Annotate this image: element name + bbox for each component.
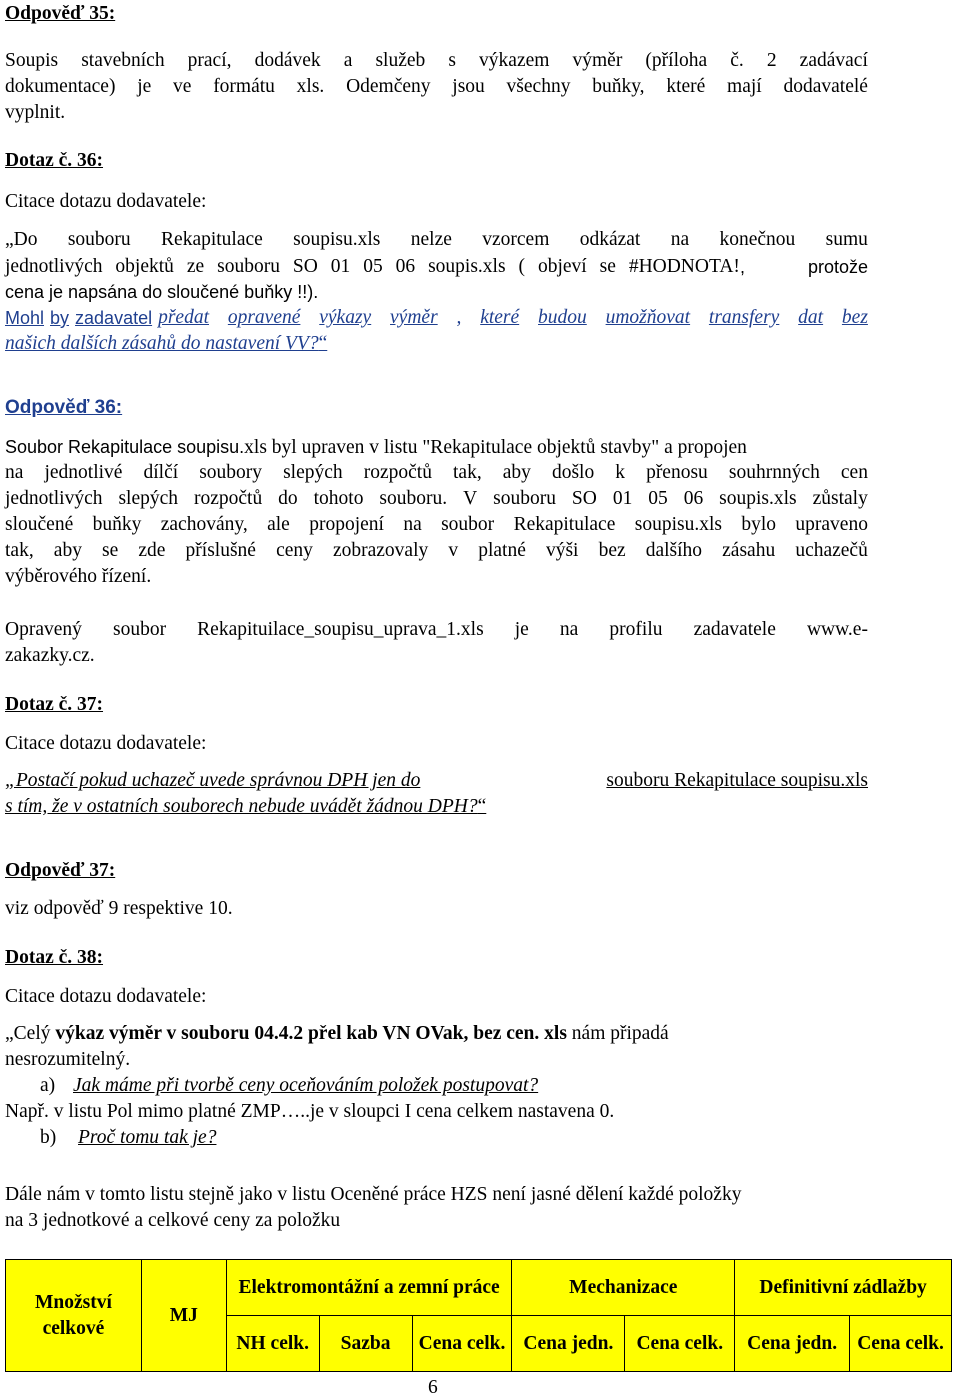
word: všechny <box>506 76 571 97</box>
question-36-line-5-text: našich dalších zásahů do nastavení VV? <box>5 333 319 354</box>
word: zásahu <box>722 540 776 561</box>
word: Odemčeny <box>346 76 431 97</box>
word: opravené <box>227 307 301 328</box>
word: slepých <box>118 488 179 509</box>
word: nelze <box>410 229 452 250</box>
word: stavebních <box>81 50 165 71</box>
answer-36-file-line-1 <box>5 617 868 643</box>
question-36-line-4-start <box>5 305 152 331</box>
table-header-paving: Definitivní zádlažby <box>735 1260 952 1316</box>
word: na <box>5 462 24 483</box>
question-38-paragraph-2-line-2: na 3 jednotkové a celkové ceny za položku <box>5 1210 341 1231</box>
question-36-line-4-end <box>158 305 868 331</box>
word: souboru. <box>379 488 448 509</box>
question-37-line-1 <box>5 768 868 794</box>
word: tak, <box>453 462 482 483</box>
table-header-electro: Elektromontážní a zemní práce <box>226 1260 512 1316</box>
question-36-line-2 <box>5 254 868 280</box>
word: Rekapitulace <box>161 229 263 250</box>
question-38-item-b-text: Proč tomu tak je? <box>78 1127 217 1148</box>
word: ( <box>518 256 525 277</box>
word: sloučené <box>5 514 74 535</box>
word: se <box>102 540 119 561</box>
word: www.e- <box>806 619 868 640</box>
table-subheader-nh-total: NH celk. <box>226 1316 319 1372</box>
word: zůstaly <box>812 488 868 509</box>
word: ale <box>267 514 290 535</box>
table-subheader-paving-unit: Cena jedn. <box>735 1316 850 1372</box>
word: V <box>463 488 478 509</box>
question-36-line-2-comma: , <box>740 257 746 277</box>
table-header-unit: MJ <box>141 1260 226 1372</box>
word: #HODNOTA! <box>628 256 740 277</box>
word: Opravený <box>5 619 82 640</box>
word: prací, <box>187 50 232 71</box>
word: dodávek <box>254 50 321 71</box>
word: dílčí <box>143 462 179 483</box>
word: 05 <box>648 488 668 509</box>
word: a <box>343 50 353 71</box>
word: Soupis <box>5 50 59 71</box>
word: 06 <box>395 256 416 277</box>
word: je <box>137 76 152 97</box>
word: zadávací <box>799 50 868 71</box>
question-38-paragraph-2-line-1: Dále nám v tomto listu stejně jako v listu Oceněné práce HZS není jasné dělení každé položky <box>5 1184 742 1205</box>
word: výměr <box>390 307 438 328</box>
word: předat <box>158 307 210 328</box>
table-subheader-rate: Sazba <box>319 1316 412 1372</box>
word: Rekapitulace <box>513 514 616 535</box>
question-37-line-1-italic: „Postačí pokud uchazeč uvede správnou DPH jen do <box>5 770 421 791</box>
word: služeb <box>375 50 426 71</box>
table-header-mechanization: Mechanizace <box>512 1260 735 1316</box>
word: umožňovat <box>605 307 691 328</box>
word: souhrnných <box>728 462 820 483</box>
question-36-citation-label: Citace dotazu dodavatele: <box>5 191 207 212</box>
answer-36-line-1 <box>5 434 747 461</box>
word: tak, <box>5 540 34 561</box>
question-37-line-2-text: s tím, že v ostatních souborech nebude uvádět žádnou DPH? <box>5 796 478 817</box>
word: konečnou <box>719 229 796 250</box>
word: jednotlivých <box>5 488 103 509</box>
word: soupis.xls <box>719 488 797 509</box>
word: rozpočtů <box>363 462 432 483</box>
word: „Do <box>5 229 38 250</box>
answer-36-line-3 <box>5 486 868 512</box>
word: tohoto <box>313 488 364 509</box>
word: dodavatelé <box>783 76 868 97</box>
word: zachovány, <box>160 514 248 535</box>
word: zde <box>138 540 166 561</box>
table-subheader-mech-total: Cena celk. <box>625 1316 735 1372</box>
word: s <box>448 50 456 71</box>
question-37-line-2 <box>5 794 486 820</box>
word: soubor <box>112 619 167 640</box>
word: 01 <box>612 488 633 509</box>
word: dokumentace) <box>5 76 116 97</box>
question-37-heading: Dotaz č. 37: <box>5 694 104 715</box>
word: se <box>599 256 616 277</box>
word: zobrazovaly <box>332 540 429 561</box>
word: cen <box>840 462 868 483</box>
answer-35-line-2 <box>5 74 868 100</box>
word: do <box>278 488 298 509</box>
question-38-line-1-bold: výkaz výměr v souboru 04.4.2 přel kab VN OVak, bez cen. xls <box>55 1023 567 1044</box>
word: dat <box>798 307 824 328</box>
word: transfery <box>708 307 780 328</box>
word: které <box>666 76 706 97</box>
word: SO <box>571 488 597 509</box>
word: vzorcem <box>482 229 550 250</box>
word: přenosu <box>646 462 708 483</box>
word: buňky, <box>592 76 645 97</box>
answer-35-line-1 <box>5 48 868 74</box>
word: na <box>670 229 690 250</box>
word: uchazečů <box>795 540 868 561</box>
word: v <box>448 540 459 561</box>
word: sumu <box>825 229 868 250</box>
question-38-item-a-text: Jak máme při tvorbě ceny oceňováním položek postupovat? <box>73 1075 539 1096</box>
answer-36-line-6: výběrového řízení. <box>5 566 152 587</box>
word: SO <box>292 256 318 277</box>
answer-36-line-5 <box>5 538 868 564</box>
word: došlo <box>551 462 595 483</box>
question-37-citation-label: Citace dotazu dodavatele: <box>5 733 207 754</box>
word: propojení <box>309 514 384 535</box>
word: ceny <box>276 540 313 561</box>
word: 06 <box>683 488 704 509</box>
word: jednotlivé <box>44 462 123 483</box>
word: by <box>50 308 70 328</box>
word: upraveno <box>795 514 868 535</box>
answer-37-heading: Odpověď 37: <box>5 860 116 881</box>
word: ve <box>173 76 192 97</box>
question-36-line-2-words <box>5 254 740 280</box>
question-36-line-5-quote: “ <box>318 333 328 354</box>
answer-36-line-2 <box>5 460 868 486</box>
word: na <box>403 514 422 535</box>
answer-36-line-4 <box>5 512 868 538</box>
question-38-line-1 <box>5 1021 669 1047</box>
word: bez <box>841 307 868 328</box>
word: slepých <box>283 462 343 483</box>
question-36-line-1 <box>5 227 868 253</box>
word: ze <box>186 256 205 277</box>
word: platné <box>478 540 526 561</box>
word: soupis.xls <box>428 256 506 277</box>
word: soubor <box>441 514 495 535</box>
word: aby <box>502 462 531 483</box>
word: výměr <box>572 50 623 71</box>
word: které <box>480 307 520 328</box>
word: 05 <box>363 256 383 277</box>
question-38-heading: Dotaz č. 38: <box>5 947 104 968</box>
word: výši <box>545 540 579 561</box>
word: profilu <box>609 619 663 640</box>
answer-36-line-1-start: Soubor Rekapitulace soupisu. <box>5 437 245 457</box>
word: zadavatel <box>75 308 153 328</box>
word: k <box>615 462 626 483</box>
word: aby <box>53 540 82 561</box>
answer-37-text: viz odpověď 9 respektive 10. <box>5 898 233 919</box>
word: souboru <box>217 256 280 277</box>
word: buňky <box>92 514 142 535</box>
answer-35-heading: Odpověď 35: <box>5 3 116 24</box>
word: bylo <box>741 514 777 535</box>
question-38-line-1-start: „Celý <box>5 1023 56 1044</box>
word: příslušné <box>185 540 256 561</box>
word: 01 <box>330 256 351 277</box>
word: č. <box>730 50 744 71</box>
word: odkázat <box>579 229 641 250</box>
table-subheader-paving-total: Cena celk. <box>850 1316 952 1372</box>
question-36-line-3: cena je napsána do sloučené buňky !!). <box>5 282 319 302</box>
question-37-line-1-end: souboru Rekapitulace soupisu.xls <box>606 770 868 791</box>
answer-35-line-3: vyplnit. <box>5 102 66 123</box>
answer-36-line-1-end: xls byl upraven v listu "Rekapitulace objektů stavby" a propojen <box>244 437 747 458</box>
question-38-example: Např. v listu Pol mimo platné ZMP…..je v sloupci I cena celkem nastavena 0. <box>5 1101 615 1122</box>
question-38-item-a-label: a) <box>40 1075 56 1096</box>
question-38-line-2: nesrozumitelný. <box>5 1049 131 1070</box>
word: souboru <box>67 229 131 250</box>
question-38-item-b-label: b) <box>40 1127 57 1148</box>
word: soubory <box>199 462 263 483</box>
table-subheader-electro-total: Cena celk. <box>412 1316 512 1372</box>
word: rozpočtů <box>193 488 263 509</box>
question-37-line-2-quote: “ <box>477 796 487 817</box>
word: objeví <box>537 256 587 277</box>
word: soupisu.xls <box>293 229 381 250</box>
word: Rekapituilace_soupisu_uprava_1.xls <box>197 619 484 640</box>
word: 2 <box>766 50 777 71</box>
word: budou <box>538 307 587 328</box>
question-36-line-5 <box>5 331 327 357</box>
word: jednotlivých <box>5 256 103 277</box>
word: zadavatele <box>693 619 776 640</box>
word: objektů <box>115 256 174 277</box>
answer-36-heading: Odpověď 36: <box>5 397 123 418</box>
word: souboru <box>493 488 556 509</box>
question-36-line-4 <box>5 305 868 331</box>
word: je <box>514 619 529 640</box>
word: soupisu.xls <box>634 514 722 535</box>
word: jsou <box>452 76 485 97</box>
word: xls. <box>296 76 325 97</box>
word: na <box>559 619 579 640</box>
table-subheader-mech-unit: Cena jedn. <box>512 1316 625 1372</box>
question-36-heading: Dotaz č. 36: <box>5 150 104 171</box>
word: Mohl <box>5 308 45 328</box>
word: formátu <box>213 76 275 97</box>
word: výkazem <box>479 50 550 71</box>
word: bez <box>598 540 626 561</box>
question-38-line-1-end: nám připadá <box>566 1023 669 1044</box>
word: výkazy <box>319 307 372 328</box>
word: , <box>456 307 462 328</box>
word: mají <box>727 76 762 97</box>
word: dalšího <box>645 540 703 561</box>
table-header-quantity: Množství celkové <box>6 1260 142 1372</box>
answer-36-file-line-2: zakazky.cz. <box>5 645 95 666</box>
price-structure-table <box>5 1259 952 1372</box>
question-36-line-2-end: protože <box>807 257 868 277</box>
page-number: 6 <box>428 1377 438 1398</box>
word: (příloha <box>645 50 708 71</box>
question-38-citation-label: Citace dotazu dodavatele: <box>5 986 207 1007</box>
